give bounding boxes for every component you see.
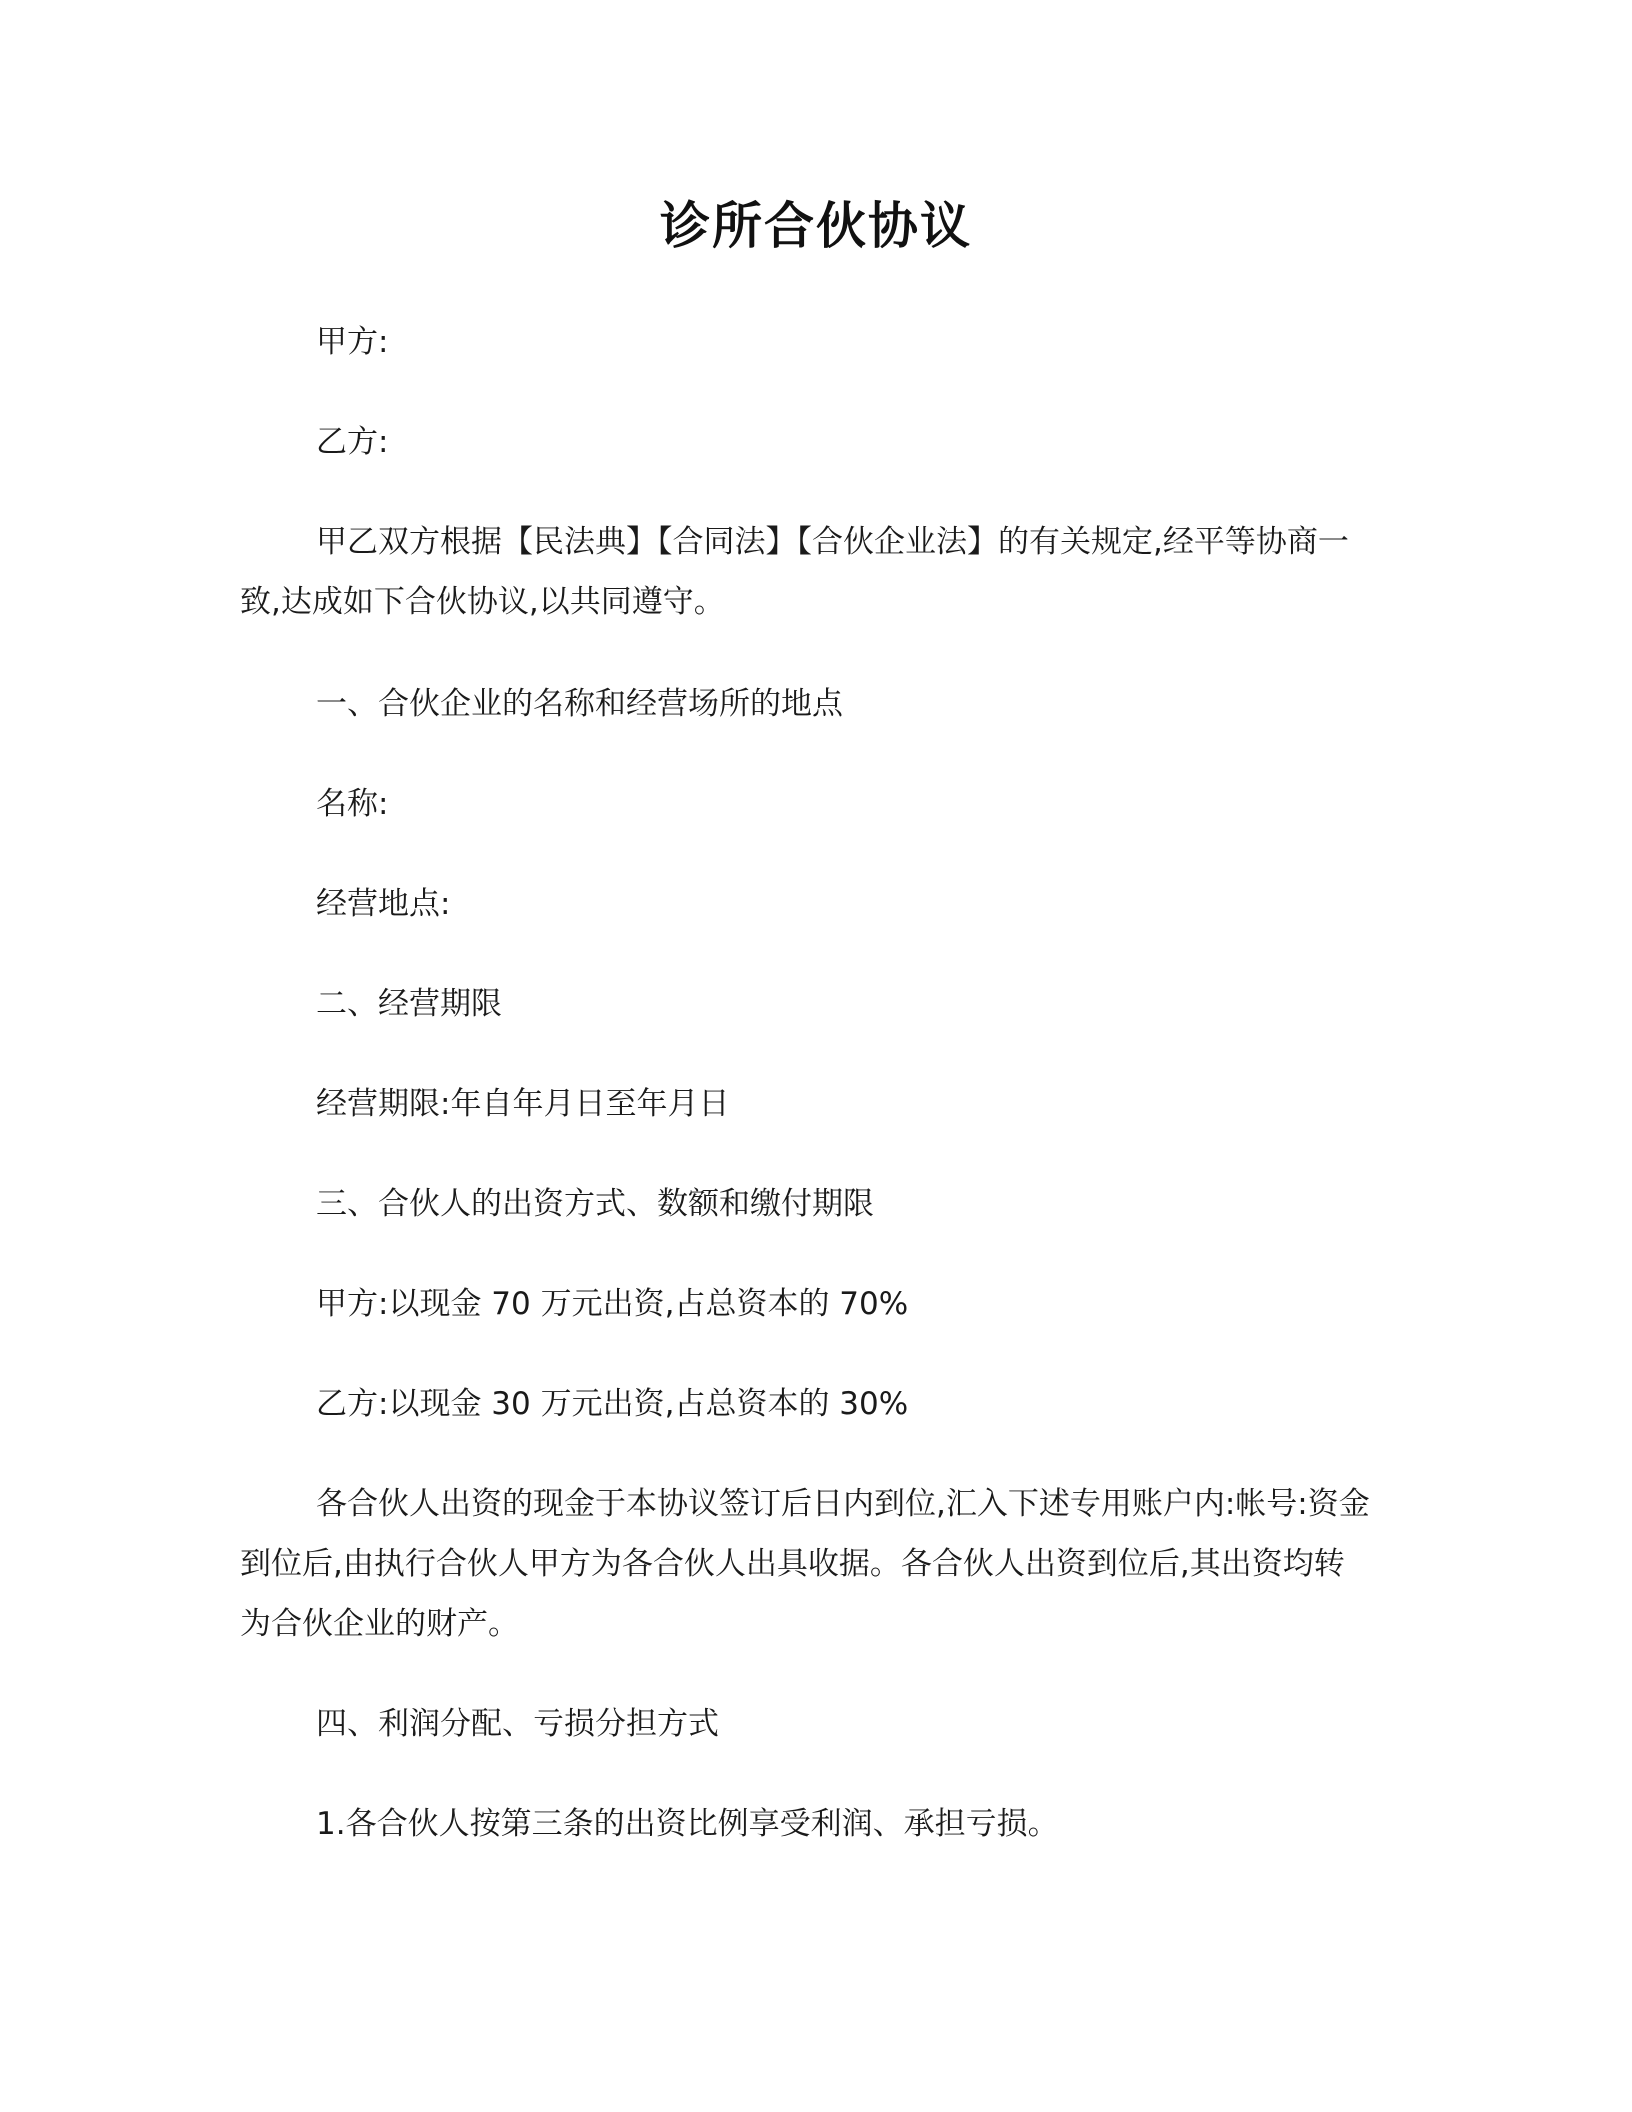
preamble-paragraph: 甲乙双方根据【民法典】【合同法】【合伙企业法】的有关规定,经平等协商一致,达成如下合伙协议,以共同遵守。: [240, 524, 1349, 620]
name-field-label: 名称:: [316, 786, 389, 822]
section-3-heading: 三、合伙人的出资方式、数额和缴付期限: [316, 1186, 874, 1222]
location-field-label: 经营地点:: [316, 886, 451, 922]
section-1-heading: 一、合伙企业的名称和经营场所的地点: [316, 686, 843, 722]
party-a-contribution: 甲方:以现金 70 万元出资,占总资本的 70%: [316, 1286, 909, 1322]
document-title: 诊所合伙协议: [660, 197, 972, 255]
section-4-heading: 四、利润分配、亏损分担方式: [316, 1706, 719, 1742]
party-a-label: 甲方:: [316, 324, 389, 360]
party-b-contribution: 乙方:以现金 30 万元出资,占总资本的 30%: [316, 1386, 909, 1422]
party-b-label: 乙方:: [316, 424, 389, 460]
section-2-heading: 二、经营期限: [316, 986, 502, 1022]
clause-4-1: 1.各合伙人按第三条的出资比例享受利润、承担亏损。: [316, 1806, 1059, 1842]
term-text: 经营期限:年自年月日至年月日: [316, 1086, 730, 1122]
contribution-terms-paragraph: 各合伙人出资的现金于本协议签订后日内到位,汇入下述专用账户内:帐号:资金到位后,由执行合伙人甲方为各合伙人出具收据。各合伙人出资到位后,其出资均转为合伙企业的财产。: [240, 1486, 1370, 1642]
